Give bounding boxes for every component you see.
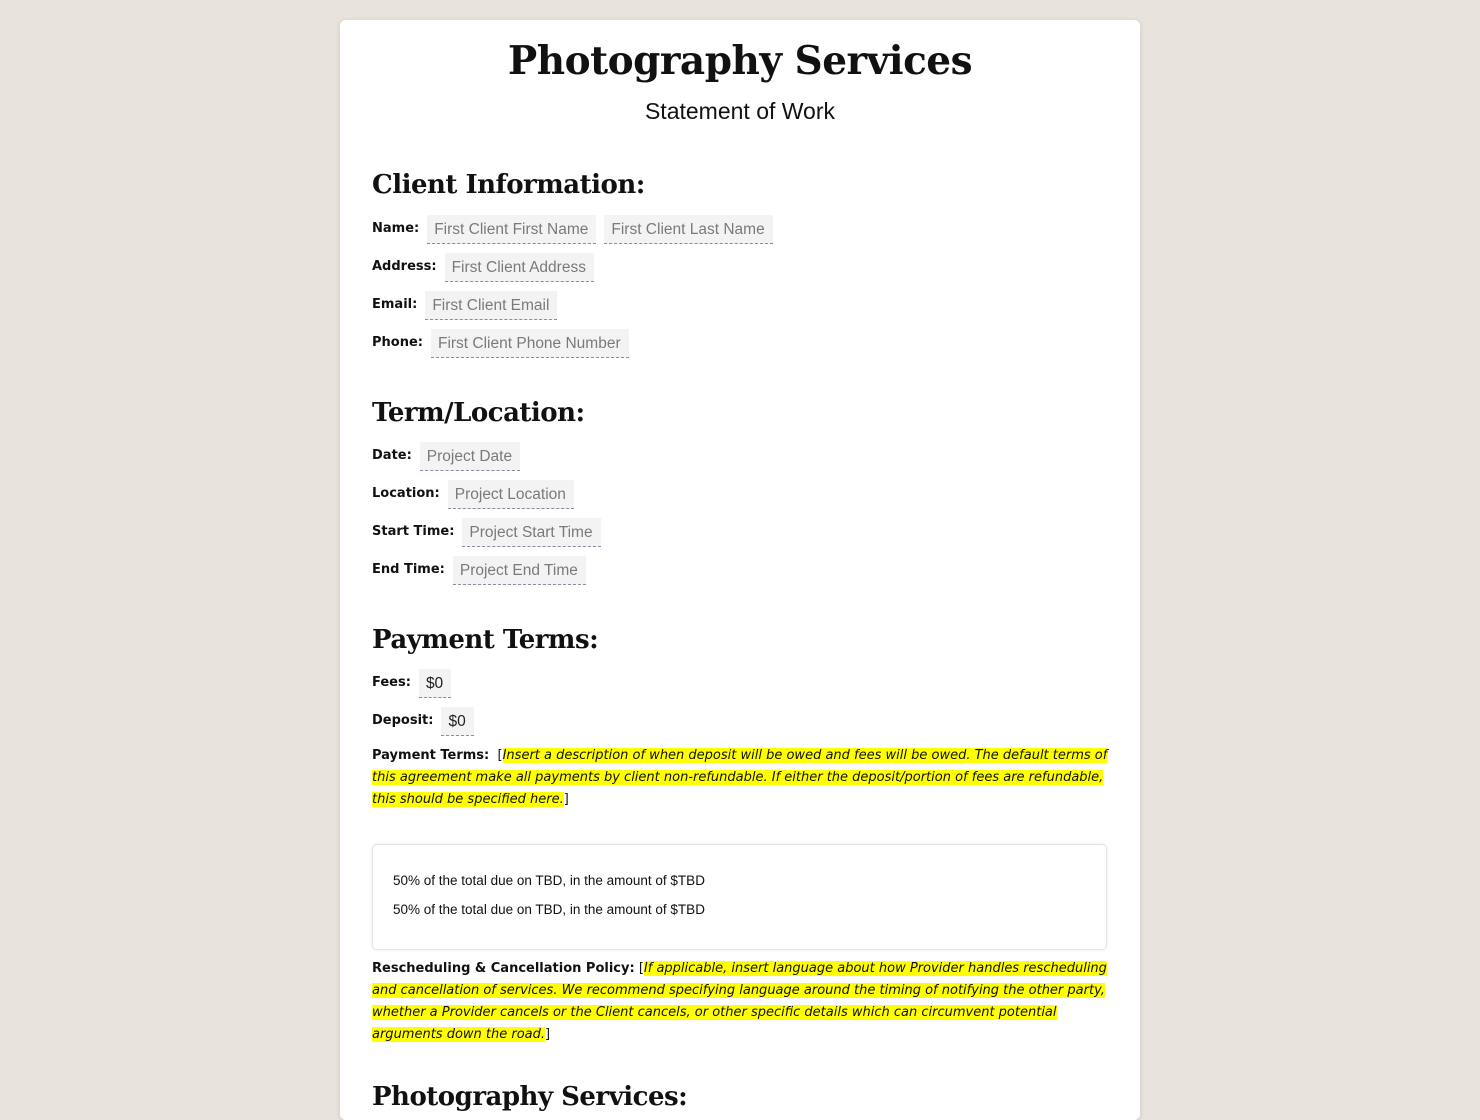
payment-terms-open-bracket: [ [497, 748, 503, 763]
client-email-field[interactable]: First Client Email [425, 291, 557, 320]
project-location-field[interactable]: Project Location [448, 480, 574, 509]
payment-terms-paragraph [372, 745, 1108, 811]
end-time-label: End Time: [372, 562, 445, 577]
address-label: Address: [372, 259, 437, 274]
document-title: Photography Services [507, 38, 973, 84]
deposit-row [372, 706, 482, 736]
client-email-row [372, 290, 565, 320]
project-location-row [372, 479, 582, 509]
project-end-row [372, 555, 594, 585]
fees-row [372, 668, 459, 698]
project-start-time-field[interactable]: Project Start Time [462, 518, 600, 547]
document-page [340, 20, 1140, 1120]
rescheduling-placeholder[interactable]: If applicable, insert language about how Provider handles rescheduling and cancellation of services. We recommend specifying language around the timing of notifying the other party, whether a Provider cancels or the Client cancels, or other specific details which can circumvent potential arguments down the road. [372, 961, 1107, 1042]
location-label: Location: [372, 486, 440, 501]
payment-schedule-box [372, 844, 1107, 950]
document-subtitle: Statement of Work [644, 98, 836, 124]
client-name-row [372, 214, 781, 244]
payment-schedule-item: 50% of the total due on TBD, in the amount of $TBD [393, 902, 705, 917]
term-location-heading: Term/Location: [372, 398, 585, 428]
payment-terms-close-bracket: ] [563, 792, 569, 807]
client-phone-row [372, 328, 637, 358]
client-first-name-field[interactable]: First Client First Name [427, 215, 596, 244]
project-date-row [372, 441, 528, 471]
payment-terms-placeholder[interactable]: Insert a description of when deposit will be owed and fees will be owed. The default terms of this agreement make all payments by client non-refundable. If either the deposit/portion of fees are refundable, this should be specified here. [372, 748, 1108, 807]
payment-schedule-item: 50% of the total due on TBD, in the amount of $TBD [393, 873, 705, 888]
client-phone-field[interactable]: First Client Phone Number [431, 329, 629, 358]
phone-label: Phone: [372, 335, 423, 350]
rescheduling-paragraph [372, 958, 1108, 1046]
fees-label: Fees: [372, 675, 411, 690]
rescheduling-close-bracket: ] [545, 1027, 551, 1042]
client-address-field[interactable]: First Client Address [445, 253, 594, 282]
project-date-field[interactable]: Project Date [420, 442, 520, 471]
client-last-name-field[interactable]: First Client Last Name [604, 215, 772, 244]
fees-field[interactable]: $0 [419, 669, 451, 698]
project-start-row [372, 517, 609, 547]
rescheduling-open-bracket: [ [638, 961, 644, 976]
client-info-heading: Client Information: [372, 170, 645, 200]
date-label: Date: [372, 448, 412, 463]
name-label: Name: [372, 221, 420, 236]
photography-services-heading: Photography Services: [372, 1082, 688, 1112]
payment-terms-heading: Payment Terms: [372, 625, 599, 655]
start-time-label: Start Time: [372, 524, 455, 539]
client-address-row [372, 252, 602, 282]
payment-terms-label: Payment Terms: [372, 748, 490, 763]
deposit-label: Deposit: [372, 713, 434, 728]
rescheduling-label: Rescheduling & Cancellation Policy: [372, 961, 635, 976]
deposit-field[interactable]: $0 [441, 707, 473, 736]
project-end-time-field[interactable]: Project End Time [453, 556, 586, 585]
email-label: Email: [372, 297, 418, 312]
